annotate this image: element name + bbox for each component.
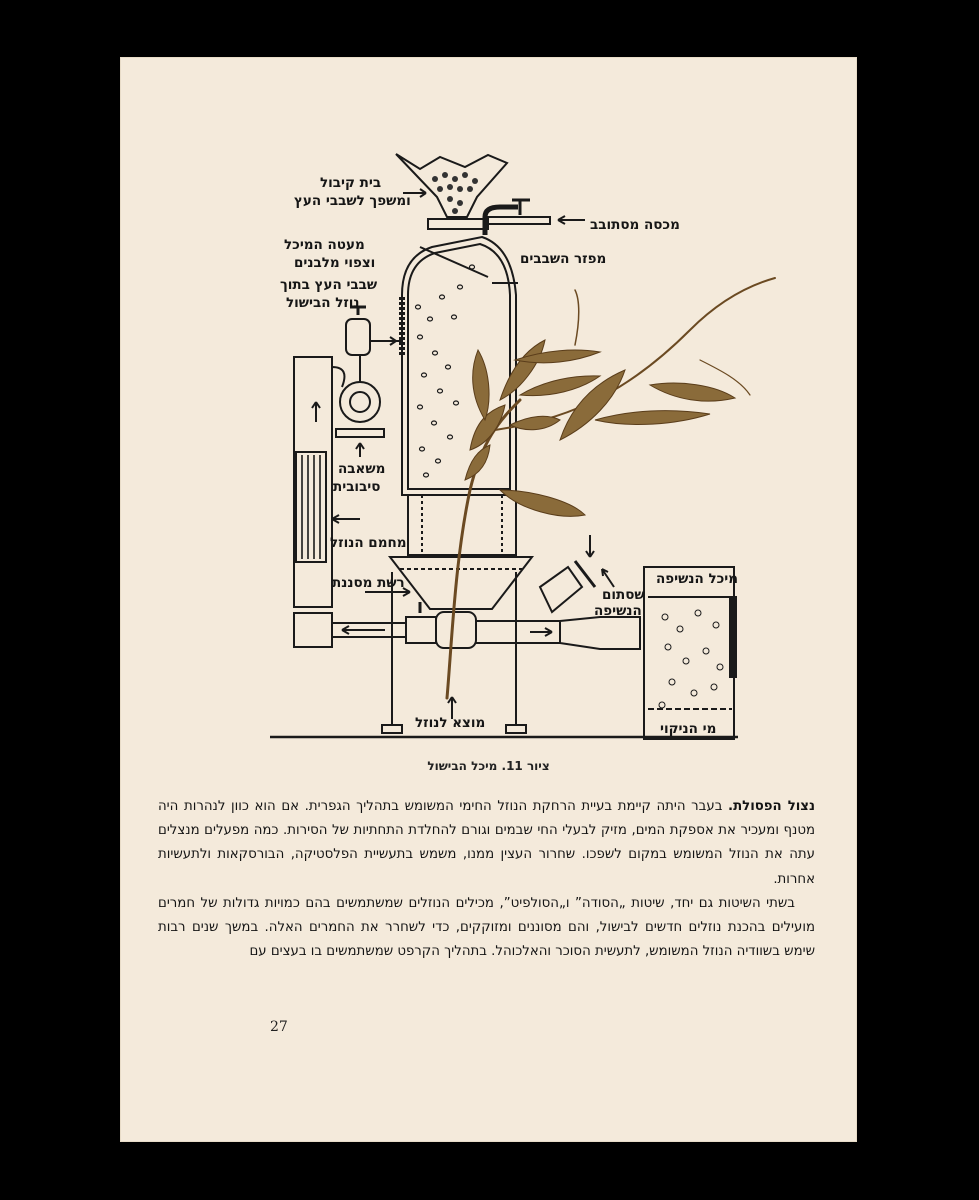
section-heading: נצול הפסולת.	[728, 799, 816, 814]
label-vessel-shell: מעטה המיכל	[284, 237, 365, 253]
label-pump-1: משאבה	[338, 461, 386, 477]
label-outlet: מוצא לנוזל	[415, 715, 486, 731]
label-wash-water: מי הניקוי	[660, 721, 717, 737]
label-blowoff-container: מיכל הנשיפה	[656, 571, 739, 587]
label-cooking-liquor: נוזל הבישול	[286, 295, 360, 311]
label-heater: מחמם הנוזל	[330, 535, 407, 551]
label-hopper: ומשפך לשבבי העץ	[294, 193, 411, 209]
label-rotating-cover: מכסה מסתובב	[590, 217, 680, 233]
label-screen: רשת מסננת	[332, 575, 405, 591]
label-valve-2: הנשיפה	[594, 603, 642, 619]
page-number: 27	[270, 1019, 288, 1035]
book-page	[120, 57, 857, 1142]
label-valve-1: שסתום	[602, 587, 645, 603]
figure-caption: ציור 11. מיכל הבישול	[427, 759, 550, 773]
label-pump-2: סיבובית	[333, 479, 381, 495]
label-chip-spreader: מפזר השבבים	[520, 251, 607, 267]
paragraph-1	[158, 795, 815, 892]
digester-diagram	[120, 57, 857, 777]
body-text	[158, 795, 815, 964]
label-chips-in: שבבי העץ בתוך	[280, 277, 378, 293]
paragraph-1-text: בעבר היתה קיימת בעיית הרחקת הנוזל החימי המשומש בתהליך הגפרית. אם הוא כוון לנהרות היה מטנף ומעכיר את אספקת המים, מזיק לבעלי החי שבמים וגורם להחלדת התחתיות של הסירות. כמה מפעלים מנצלים עתה את הנוזל המשומש במקום לשפכו. שחרור העצין ממנו, משמש בתעשיית הפלסטיקה, הבורסקאות ולתעשיות אחרות.	[158, 799, 815, 887]
paragraph-2: בשתי השיטות גם יחד, שיטות „הסודה” ו„הסולפיט”, מכילים הנוזלים שמשתמשים בהם כמויות גדולות של חמרים מועילים בהכנת נוזלים חדשים לבישול, והם מסוננים ומזוקקים, כדי לשחרר את החמרים האלה. במשך שנים רבות שימש בשוודיה הנוזל המשומש, לתעשית הסוכר והאלכוהל. בתהליך הקרפט שמשתמשים בו בעצים עם	[158, 895, 815, 960]
label-reception: בית קיבול	[320, 175, 382, 191]
label-brick-lining: וצפוי מלבנים	[294, 255, 376, 271]
